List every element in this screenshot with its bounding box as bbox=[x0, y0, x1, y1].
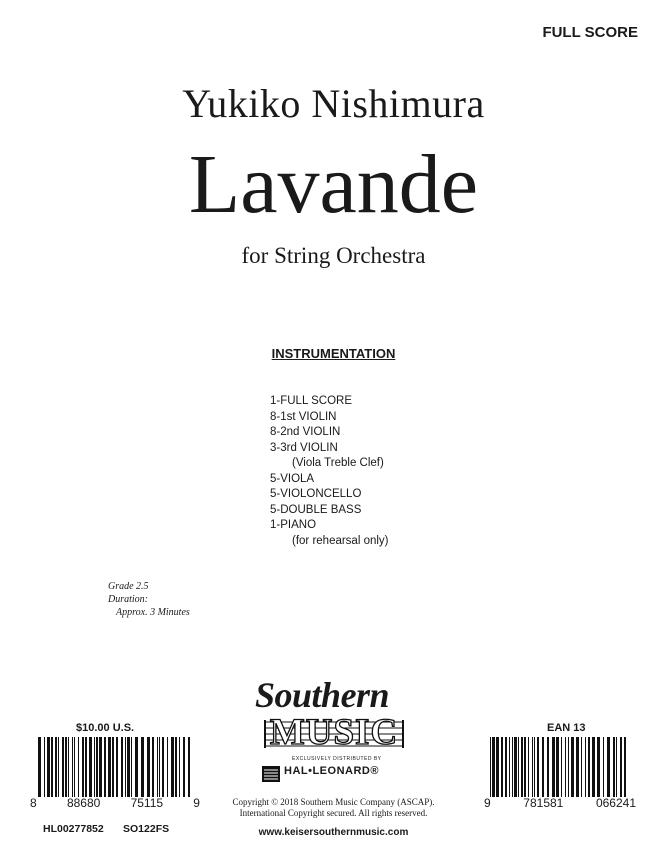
grade-duration-block bbox=[108, 580, 190, 619]
barcode-bar bbox=[58, 737, 59, 797]
composer-name: Yukiko Nishimura bbox=[182, 81, 485, 126]
ean-barcode bbox=[490, 737, 630, 797]
barcode-bar bbox=[51, 737, 53, 797]
instrumentation-item-text: 8-1st VIOLIN bbox=[270, 410, 337, 423]
instrumentation-item-text: 5-DOUBLE BASS bbox=[270, 503, 362, 516]
full-score-label: FULL SCORE bbox=[542, 24, 638, 41]
hal-leonard-logo bbox=[262, 764, 412, 784]
barcode-bar bbox=[141, 737, 144, 797]
series-code: SO122FS bbox=[123, 823, 170, 835]
barcode-bar bbox=[147, 737, 150, 797]
barcode-bar bbox=[44, 737, 45, 797]
barcode-bar bbox=[561, 737, 562, 797]
barcode-bar bbox=[490, 737, 491, 797]
instrumentation-list bbox=[270, 394, 389, 549]
barcode-bar bbox=[152, 737, 154, 797]
barcode-bar bbox=[179, 737, 180, 797]
barcode-bar bbox=[624, 737, 626, 797]
barcode-bar bbox=[571, 737, 574, 797]
barcode-bar bbox=[576, 737, 579, 797]
upc-digit-group: 75115 bbox=[130, 796, 164, 810]
barcode-bar bbox=[82, 737, 84, 797]
barcode-bar bbox=[62, 737, 64, 797]
piece-title: Lavande bbox=[188, 138, 479, 231]
barcode-bar bbox=[512, 737, 513, 797]
instrumentation-heading: INSTRUMENTATION bbox=[271, 346, 396, 361]
instrumentation-item-text: 5-VIOLA bbox=[270, 472, 315, 485]
hal-leonard-text: HAL•LEONARD® bbox=[284, 765, 379, 777]
upc-digit-group: 8 bbox=[30, 796, 37, 810]
barcode-bar bbox=[501, 737, 503, 797]
barcode-bar bbox=[496, 737, 499, 797]
barcode-bar bbox=[121, 737, 123, 797]
upc-digit-group: 88680 bbox=[66, 796, 101, 810]
instrumentation-item bbox=[270, 534, 389, 550]
barcode-bar bbox=[492, 737, 495, 797]
barcode-bar bbox=[542, 737, 544, 797]
barcode-bar bbox=[125, 737, 126, 797]
barcode-bar bbox=[74, 737, 75, 797]
barcode-bar bbox=[89, 737, 92, 797]
barcode-bar bbox=[171, 737, 174, 797]
barcode-bar bbox=[547, 737, 549, 797]
southern-music-logo bbox=[252, 674, 422, 786]
barcode-bar bbox=[597, 737, 600, 797]
instrumentation-item bbox=[270, 441, 389, 457]
instrumentation-item bbox=[270, 503, 389, 519]
copyright-line-2: International Copyright secured. All rights reserved. bbox=[239, 808, 428, 818]
barcode-bar bbox=[116, 737, 118, 797]
barcode-bar bbox=[532, 737, 533, 797]
barcode-bar bbox=[47, 737, 50, 797]
instrumentation-item-text: 1-PIANO bbox=[270, 519, 317, 531]
barcode-bar bbox=[568, 737, 569, 797]
price-label: $10.00 U.S. bbox=[76, 722, 135, 734]
barcode-bar bbox=[534, 737, 535, 797]
barcode-bar bbox=[68, 737, 69, 797]
logo-music-text: MUSIC bbox=[269, 712, 399, 753]
piece-subtitle: for String Orchestra bbox=[241, 243, 426, 268]
instrumentation-item bbox=[270, 410, 389, 426]
barcode-bar bbox=[518, 737, 519, 797]
copyright-line-1: Copyright © 2018 Southern Music Company (ASCAP). bbox=[232, 797, 435, 807]
grade-text: Grade 2.5 bbox=[108, 581, 149, 592]
instrumentation-item-text: (Viola Treble Clef) bbox=[292, 457, 384, 469]
barcode-bar bbox=[620, 737, 622, 797]
barcode-bar bbox=[162, 737, 164, 797]
barcode-bar bbox=[607, 737, 610, 797]
instrumentation-item-text: 5-VIOLONCELLO bbox=[270, 488, 362, 500]
instrumentation-item-text: 3-3rd VIOLIN bbox=[270, 441, 338, 454]
upc-barcode bbox=[38, 737, 192, 797]
barcode-bar bbox=[104, 737, 106, 797]
barcode-bar bbox=[99, 737, 102, 797]
instrumentation-item-text: 8-2nd VIOLIN bbox=[270, 426, 341, 438]
instrumentation-item bbox=[270, 394, 389, 410]
barcode-bar bbox=[581, 737, 582, 797]
upc-digit-group: 9 bbox=[193, 796, 200, 810]
instrumentation-item bbox=[270, 456, 389, 472]
instrumentation-item-text: (for rehearsal only) bbox=[292, 534, 389, 547]
barcode-bar bbox=[78, 737, 79, 797]
instrumentation-item bbox=[270, 487, 389, 503]
barcode-bar bbox=[85, 737, 87, 797]
barcode-bar bbox=[524, 737, 526, 797]
instrumentation-item-text: 1-FULL SCORE bbox=[270, 395, 353, 407]
logo-southern-text: Southern bbox=[255, 675, 390, 715]
logo-distributed-text: EXCLUSIVELY DISTRIBUTED BY bbox=[292, 756, 382, 762]
instrumentation-item bbox=[270, 425, 389, 441]
instrumentation-item bbox=[270, 518, 389, 534]
barcode-bar bbox=[603, 737, 604, 797]
barcode-bar bbox=[592, 737, 595, 797]
barcode-bar bbox=[94, 737, 95, 797]
barcode-bar bbox=[613, 737, 615, 797]
barcode-bar bbox=[565, 737, 566, 797]
barcode-bar bbox=[157, 737, 158, 797]
duration-value: Approx. 3 Minutes bbox=[116, 607, 190, 618]
barcode-bar bbox=[72, 737, 73, 797]
barcode-bar bbox=[127, 737, 130, 797]
barcode-bar bbox=[521, 737, 523, 797]
barcode-bar bbox=[96, 737, 98, 797]
barcode-bar bbox=[131, 737, 132, 797]
product-code: HL00277852 bbox=[43, 823, 104, 835]
barcode-bar bbox=[55, 737, 57, 797]
barcode-bar bbox=[108, 737, 111, 797]
barcode-bar bbox=[528, 737, 529, 797]
hal-leonard-mark-icon bbox=[262, 766, 280, 782]
barcode-bar bbox=[556, 737, 559, 797]
barcode-bar bbox=[38, 737, 41, 797]
barcode-bar bbox=[159, 737, 160, 797]
barcode-bar bbox=[65, 737, 67, 797]
barcode-bar bbox=[175, 737, 177, 797]
ean-digit-group: 066241 bbox=[595, 796, 636, 810]
barcode-bar bbox=[509, 737, 510, 797]
website-url: www.keisersouthernmusic.com bbox=[258, 827, 409, 838]
logo-music-staff bbox=[264, 714, 404, 752]
upc-digits bbox=[30, 796, 200, 810]
ean-digit-group: 9 bbox=[484, 796, 491, 810]
barcode-bar bbox=[135, 737, 138, 797]
barcode-bar bbox=[188, 737, 190, 797]
barcode-bar bbox=[183, 737, 185, 797]
barcode-bar bbox=[585, 737, 586, 797]
ean-digit-group: 781581 bbox=[523, 796, 564, 810]
ean-digits bbox=[484, 796, 636, 810]
barcode-bar bbox=[552, 737, 555, 797]
barcode-bar bbox=[616, 737, 617, 797]
barcode-bar bbox=[112, 737, 114, 797]
barcode-bar bbox=[514, 737, 517, 797]
ean-label: EAN 13 bbox=[547, 722, 586, 734]
duration-label: Duration: bbox=[108, 594, 148, 605]
barcode-bar bbox=[505, 737, 507, 797]
instrumentation-item bbox=[270, 472, 389, 488]
barcode-bar bbox=[588, 737, 590, 797]
barcode-bar bbox=[167, 737, 168, 797]
barcode-bar bbox=[537, 737, 539, 797]
